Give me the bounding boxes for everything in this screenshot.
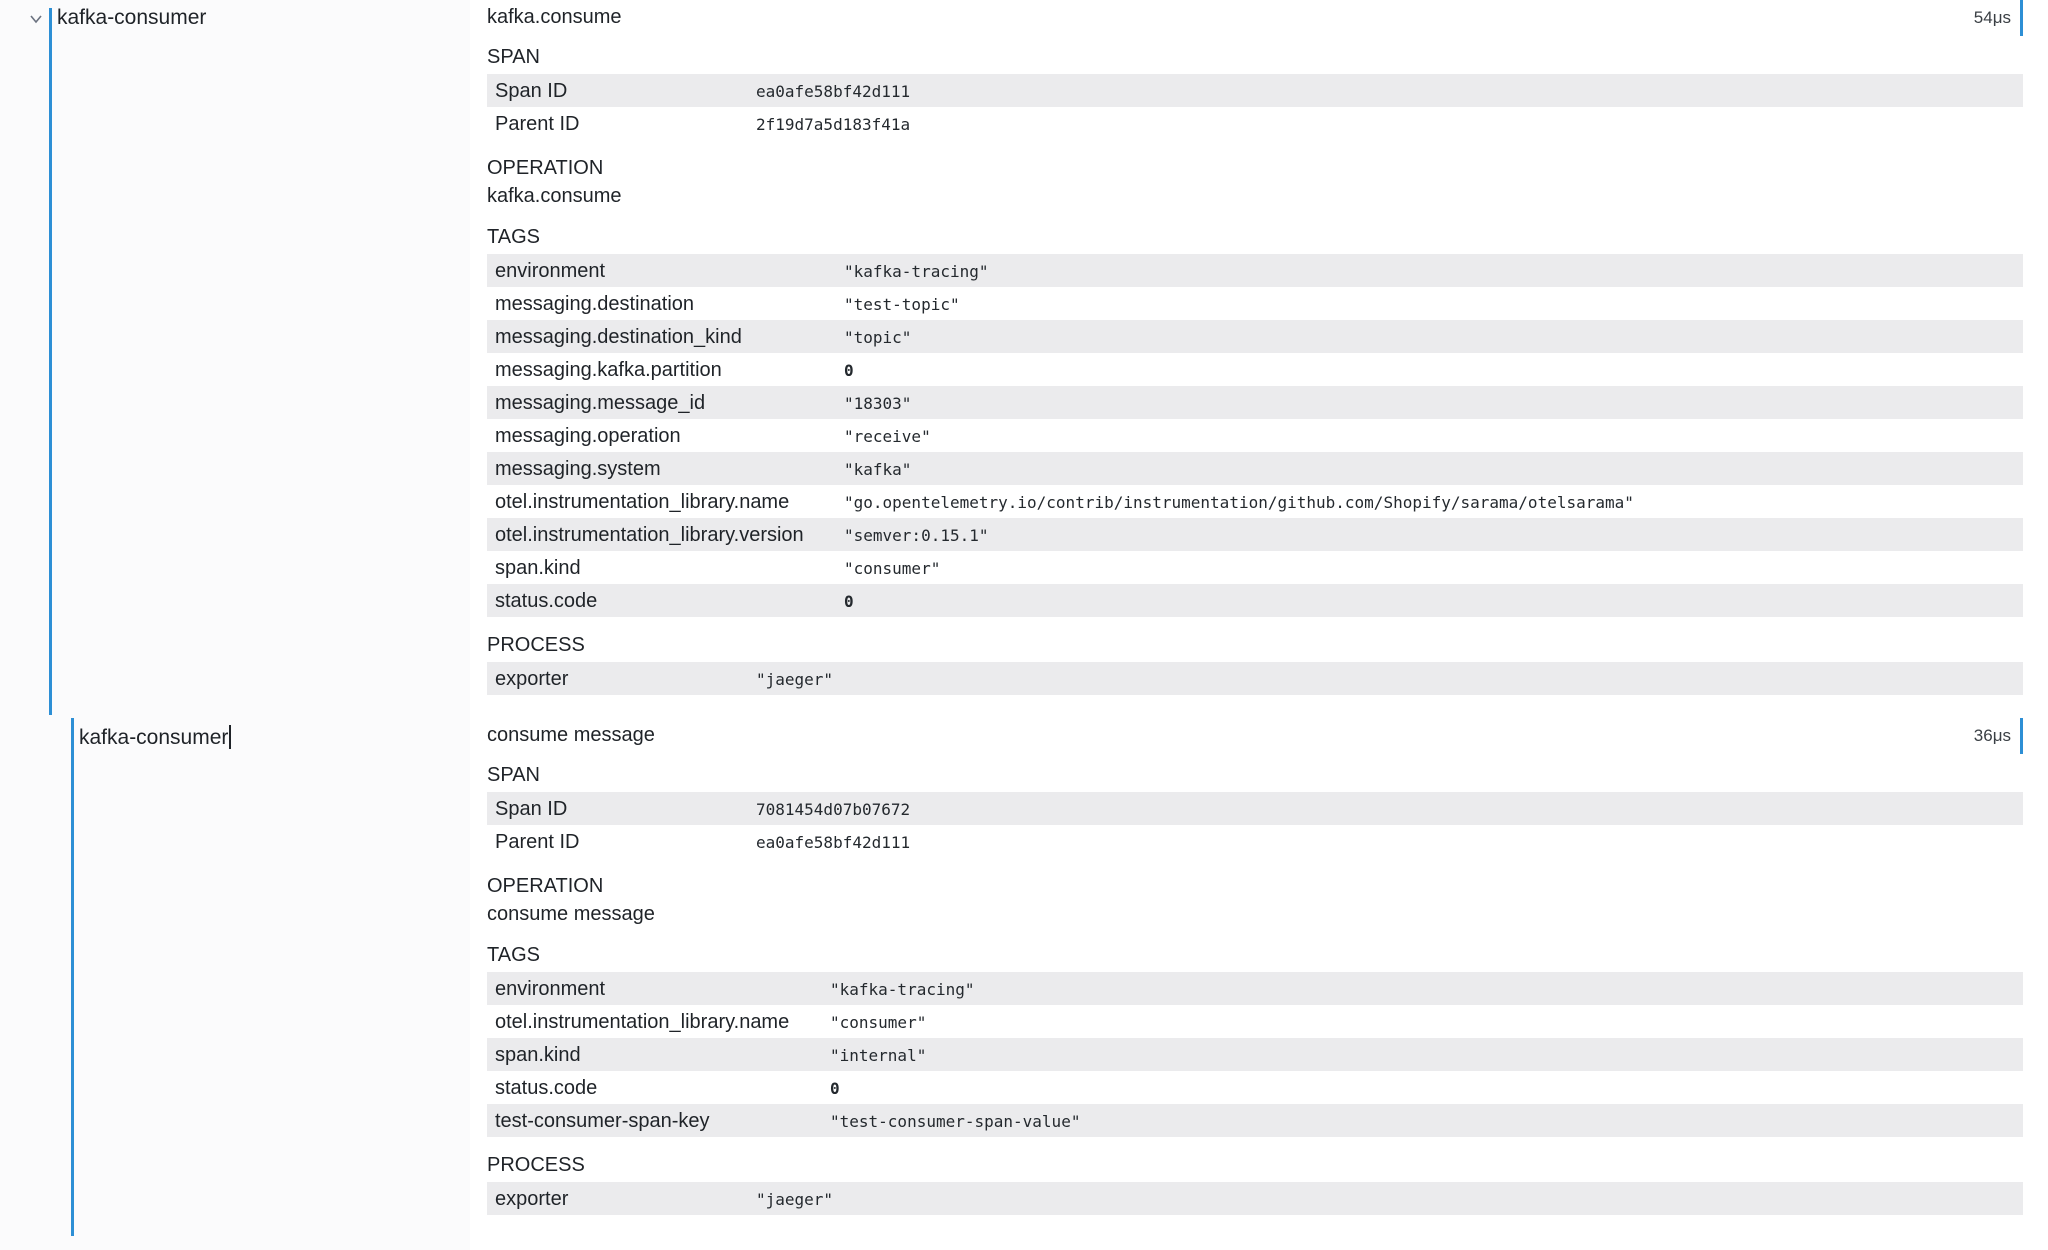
span-2-tree-line [71,718,74,1236]
process-table [487,1182,2023,1215]
span-id-row [487,792,2023,825]
span-header[interactable] [487,0,2023,36]
kv-value: 7081454d07b07672 [756,800,911,819]
tags-table [487,254,2023,617]
tag-row [487,419,2023,452]
kv-key: environment [495,978,606,1000]
process-section-title: PROCESS [487,634,585,656]
operation-value: kafka.consume [487,185,622,207]
kv-key: otel.instrumentation_library.name [495,491,790,513]
tag-row [487,1005,2023,1038]
kv-value: "test-topic" [844,295,960,314]
operation-section-title: OPERATION [487,875,604,897]
operation-name: consume message [487,724,655,746]
kv-value: ea0afe58bf42d111 [756,82,911,101]
kv-value: "receive" [844,427,931,446]
duration-label: 36μs [1973,726,2011,745]
tag-row [487,972,2023,1005]
kv-value: "topic" [844,328,912,347]
kv-value: "semver:0.15.1" [844,526,989,545]
kv-key: environment [495,260,606,282]
kv-value: "kafka-tracing" [844,262,989,281]
process-section-title: PROCESS [487,1154,585,1176]
kv-key: messaging.operation [495,425,681,447]
tag-row [487,584,2023,617]
kv-value: "internal" [830,1046,927,1065]
tag-row [487,1038,2023,1071]
kv-key: messaging.message_id [495,392,706,414]
kv-key: status.code [495,1077,598,1099]
span-detail-1 [487,0,2023,695]
tag-row [487,518,2023,551]
parent-id-row [487,825,2023,858]
kv-value: 0 [844,592,854,611]
tags-section-title: TAGS [487,944,540,966]
kv-value: "kafka-tracing" [830,980,975,999]
span-header[interactable] [487,718,2023,754]
kv-value: "test-consumer-span-value" [830,1112,1081,1131]
kv-key: otel.instrumentation_library.version [495,524,804,546]
kv-key: status.code [495,590,598,612]
tag-row [487,452,2023,485]
span-1-service-name[interactable]: kafka-consumer [57,6,207,29]
operation-value: consume message [487,903,655,925]
operation-section-title: OPERATION [487,157,604,179]
kv-value: 2f19d7a5d183f41a [756,115,911,134]
tag-row [487,551,2023,584]
tag-row [487,254,2023,287]
span-section-title: SPAN [487,46,540,68]
duration-bar [2020,718,2023,754]
kv-key: otel.instrumentation_library.name [495,1011,790,1033]
kv-value: "jaeger" [756,670,834,689]
kv-key: span.kind [495,557,581,579]
span-2-service-name-text: kafka-consumer [79,726,229,749]
chevron-down-icon[interactable] [28,11,44,27]
span-section-title: SPAN [487,764,540,786]
kv-value: "jaeger" [756,1190,834,1209]
span-info-table [487,74,2023,140]
tag-row [487,485,2023,518]
tag-row [487,287,2023,320]
tags-section-title: TAGS [487,226,540,248]
kv-key: Span ID [495,798,568,820]
kv-key: messaging.system [495,458,661,480]
duration-label: 54μs [1973,8,2011,27]
kv-value: "kafka" [844,460,912,479]
span-2-service-name[interactable] [79,725,231,750]
span-detail-2 [487,718,2023,1215]
kv-value: "consumer" [830,1013,927,1032]
span-id-row [487,74,2023,107]
span-1-tree-line [49,8,52,715]
kv-value: "consumer" [844,559,941,578]
kv-key: Span ID [495,80,568,102]
tag-row [487,320,2023,353]
operation-name: kafka.consume [487,6,622,28]
text-cursor [229,725,231,749]
process-row [487,1182,2023,1215]
span-info-table [487,792,2023,858]
tag-row [487,386,2023,419]
process-table [487,662,2023,695]
kv-key: Parent ID [495,113,580,135]
tag-row [487,1071,2023,1104]
kv-value: ea0afe58bf42d111 [756,833,911,852]
parent-id-row [487,107,2023,140]
kv-key: messaging.destination_kind [495,326,742,348]
tag-row [487,1104,2023,1137]
kv-key: messaging.destination [495,293,695,315]
tag-row [487,353,2023,386]
tags-table [487,972,2023,1137]
kv-key: test-consumer-span-key [495,1110,710,1132]
kv-key: messaging.kafka.partition [495,359,722,381]
kv-key: span.kind [495,1044,581,1066]
kv-value: "go.opentelemetry.io/contrib/instrumentation/github.com/Shopify/sarama/otelsarama" [844,493,1634,512]
process-row [487,662,2023,695]
kv-key: exporter [495,668,569,690]
duration-bar [2020,0,2023,36]
kv-key: Parent ID [495,831,580,853]
kv-key: exporter [495,1188,569,1210]
kv-value: 0 [844,361,854,380]
kv-value: 0 [830,1079,840,1098]
kv-value: "18303" [844,394,912,413]
